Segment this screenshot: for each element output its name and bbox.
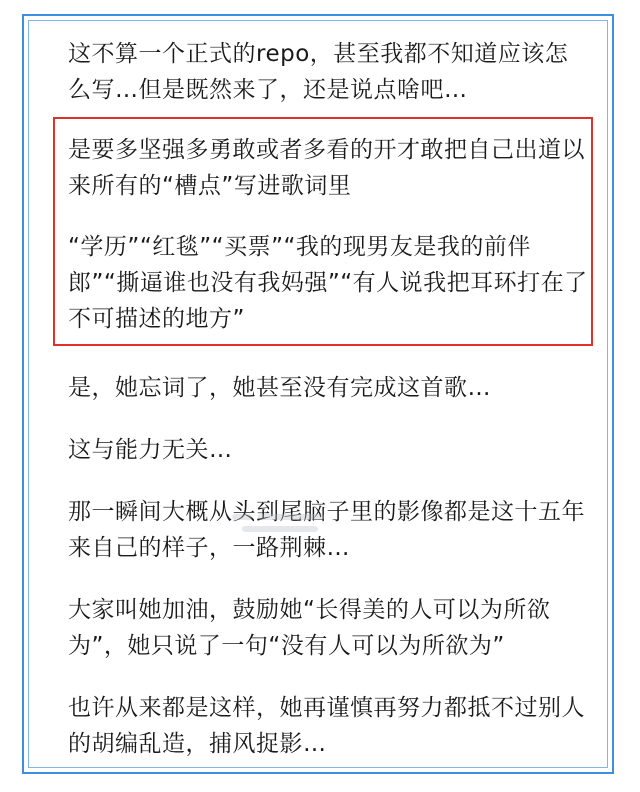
paragraph-memories: 那一瞬间大概从头到尾脑子里的影像都是这十五年来自己的样子，一路荆棘… bbox=[68, 499, 585, 561]
paragraph-conclusion: 也许从来都是这样，她再谨慎再努力都抵不过别人的胡编乱造，捕风捉影… bbox=[68, 695, 585, 757]
paragraph-highlight-1: 是要多坚强多勇敢或者多看的开才敢把自己出道以来所有的“槽点”写进歌词里 bbox=[68, 137, 585, 199]
paragraph-forgot-lyrics: 是，她忘词了，她甚至没有完成这首歌… bbox=[68, 375, 491, 401]
watermark-mark bbox=[232, 510, 328, 540]
paragraph-intro: 这不算一个正式的repo，甚至我都不知道应该怎么写…但是既然来了，还是说点啥吧… bbox=[68, 41, 569, 103]
paragraph-encouragement: 大家叫她加油，鼓励她“长得美的人可以为所欲为”，她只说了一句“没有人可以为所欲为” bbox=[68, 597, 551, 659]
paragraph-highlight-2: “学历”“红毯”“买票”“我的现男友是我的前伴郎”“撕逼谁也没有我妈强”“有人说我把耳环打在了不可描述的地方” bbox=[68, 234, 588, 332]
paragraph-not-ability: 这与能力无关… bbox=[68, 437, 233, 463]
